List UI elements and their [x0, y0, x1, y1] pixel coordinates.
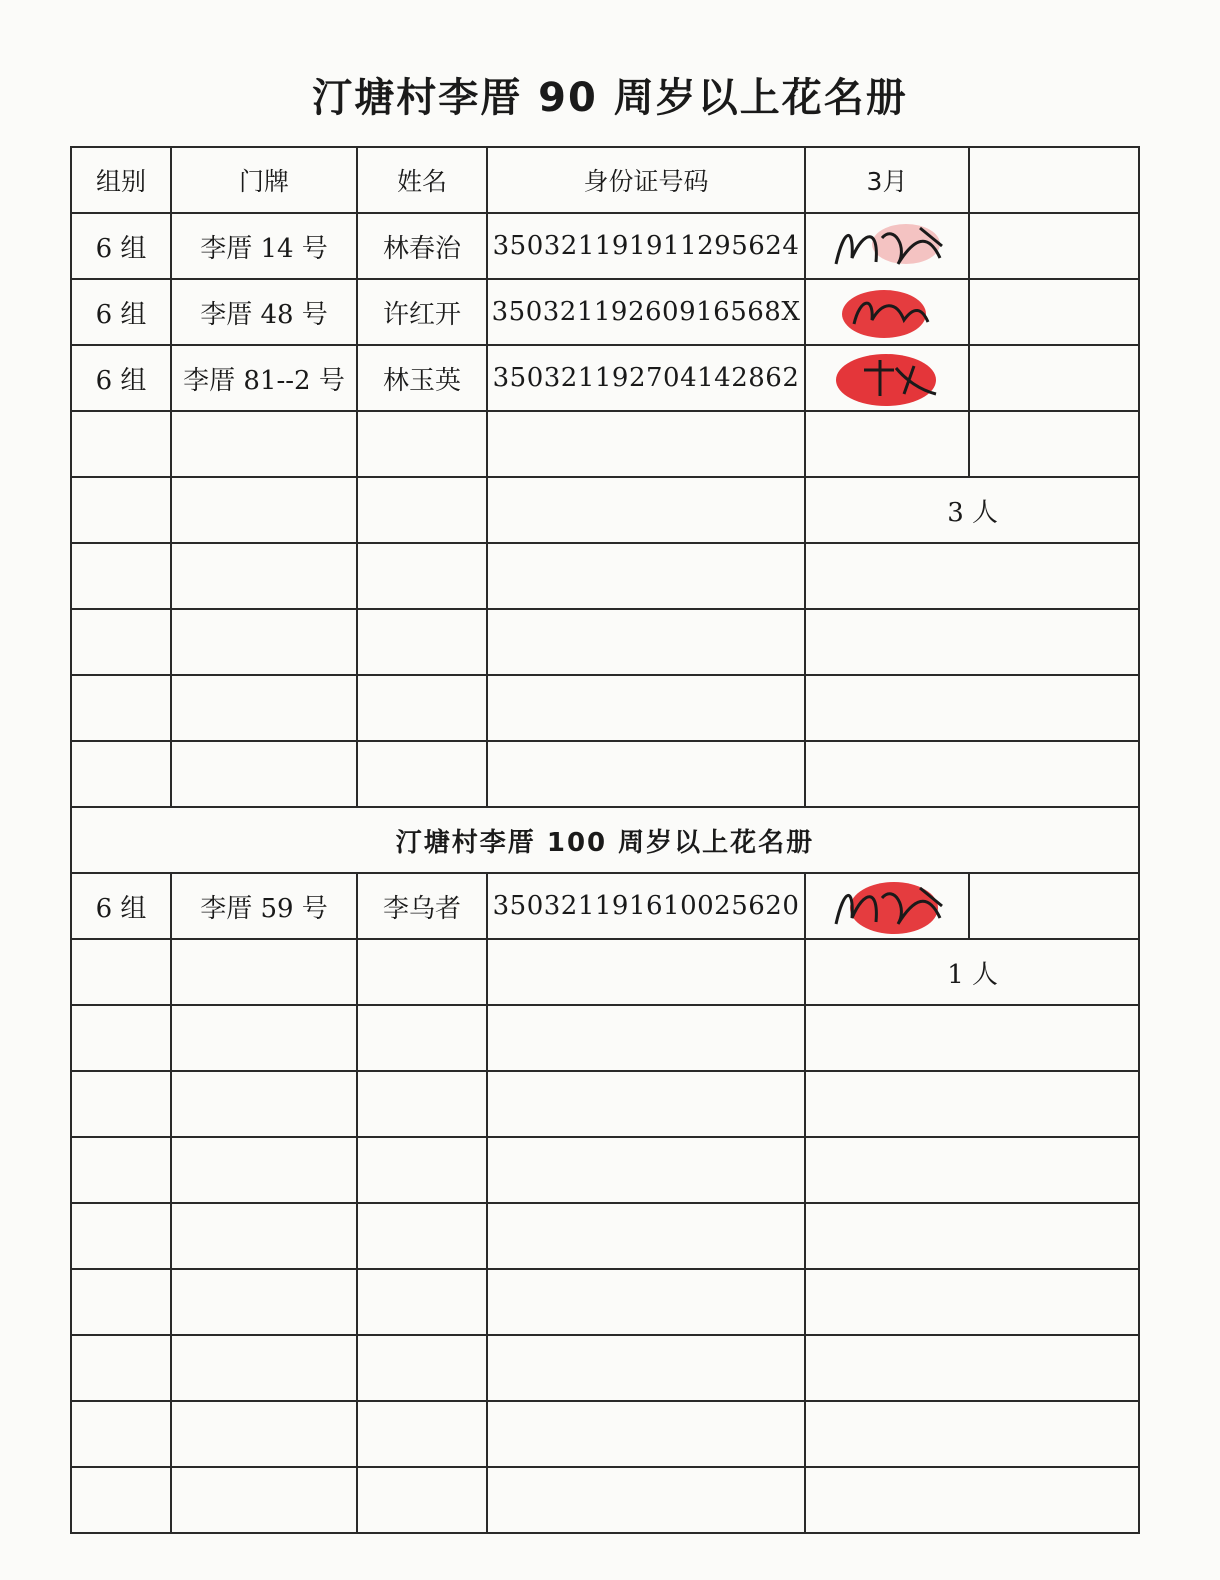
cell-empty: [71, 1137, 171, 1203]
cell-empty: [357, 1467, 487, 1533]
header-address: 门牌: [171, 147, 357, 213]
cell-empty: [357, 1203, 487, 1269]
cell-empty: [805, 411, 969, 477]
cell-empty: [805, 1203, 1139, 1269]
fingerprint-stamp: [824, 878, 954, 934]
table-row: [71, 1005, 1139, 1071]
cell-address: 李厝 81--2 号: [171, 345, 357, 411]
cell-signature: [805, 213, 969, 279]
cell-empty: [805, 1137, 1139, 1203]
cell-empty: [171, 411, 357, 477]
cell-empty: [487, 411, 805, 477]
cell-empty: [487, 741, 805, 807]
cell-empty: [171, 741, 357, 807]
table-row: [71, 1401, 1139, 1467]
cell-empty: [805, 1071, 1139, 1137]
table-row: [71, 1203, 1139, 1269]
section-title: 汀塘村李厝 100 周岁以上花名册: [71, 807, 1139, 873]
cell-name: 林春治: [357, 213, 487, 279]
table-row: [71, 675, 1139, 741]
cell-empty: [487, 675, 805, 741]
cell-group: 6 组: [71, 345, 171, 411]
cell-empty: [71, 543, 171, 609]
cell-empty: [805, 1401, 1139, 1467]
section-title-row: [71, 807, 1139, 873]
header-group: 组别: [71, 147, 171, 213]
cell-empty: [171, 1071, 357, 1137]
cell-empty: [71, 1203, 171, 1269]
cell-empty: [487, 1335, 805, 1401]
cell-empty: [171, 1467, 357, 1533]
cell-empty: [805, 675, 1139, 741]
cell-name: 许红开: [357, 279, 487, 345]
cell-empty: [171, 675, 357, 741]
cell-id-number: 350321191610025620: [487, 873, 805, 939]
cell-empty: [71, 675, 171, 741]
cell-empty: [487, 609, 805, 675]
total-count-90: 3 人: [805, 477, 1139, 543]
cell-group: 6 组: [71, 279, 171, 345]
cell-extra: [969, 279, 1139, 345]
table-row: [71, 1071, 1139, 1137]
cell-group: 6 组: [71, 213, 171, 279]
cell-empty: [71, 741, 171, 807]
cell-empty: [357, 675, 487, 741]
roster-table: [70, 146, 1140, 1534]
cell-empty: [487, 939, 805, 1005]
header-name: 姓名: [357, 147, 487, 213]
cell-empty: [357, 543, 487, 609]
cell-signature: [805, 279, 969, 345]
cell-empty: [487, 1071, 805, 1137]
cell-empty: [969, 411, 1139, 477]
total-count-100: 1 人: [805, 939, 1139, 1005]
cell-empty: [171, 477, 357, 543]
cell-empty: [487, 1467, 805, 1533]
cell-extra: [969, 873, 1139, 939]
table-row: [71, 873, 1139, 939]
cell-empty: [805, 1467, 1139, 1533]
cell-empty: [71, 1005, 171, 1071]
cell-empty: [357, 741, 487, 807]
table-row: [71, 213, 1139, 279]
cell-id-number: 350321191911295624: [487, 213, 805, 279]
cell-empty: [171, 609, 357, 675]
table-row: [71, 939, 1139, 1005]
cell-address: 李厝 14 号: [171, 213, 357, 279]
table-row: [71, 477, 1139, 543]
header-extra: [969, 147, 1139, 213]
cell-extra: [969, 345, 1139, 411]
cell-empty: [357, 1335, 487, 1401]
cell-empty: [805, 543, 1139, 609]
table-row: [71, 411, 1139, 477]
cell-empty: [805, 1269, 1139, 1335]
cell-empty: [171, 1203, 357, 1269]
cell-empty: [171, 1335, 357, 1401]
cell-empty: [487, 1203, 805, 1269]
cell-empty: [487, 1005, 805, 1071]
cell-id-number: 350321192704142862: [487, 345, 805, 411]
cell-empty: [487, 1137, 805, 1203]
cell-empty: [487, 543, 805, 609]
cell-empty: [71, 1467, 171, 1533]
cell-empty: [487, 1269, 805, 1335]
page-title: 汀塘村李厝 90 周岁以上花名册: [312, 75, 908, 121]
cell-empty: [357, 1005, 487, 1071]
cell-empty: [805, 1005, 1139, 1071]
table-row: [71, 543, 1139, 609]
cell-empty: [171, 1005, 357, 1071]
fingerprint-stamp: [824, 350, 954, 406]
header-month: 3月: [805, 147, 969, 213]
cell-signature: [805, 345, 969, 411]
cell-group: 6 组: [71, 873, 171, 939]
cell-empty: [171, 543, 357, 609]
cell-signature: [805, 873, 969, 939]
table-row: [71, 1335, 1139, 1401]
cell-empty: [357, 1071, 487, 1137]
cell-empty: [71, 411, 171, 477]
cell-extra: [969, 213, 1139, 279]
cell-empty: [357, 477, 487, 543]
cell-empty: [71, 1071, 171, 1137]
cell-empty: [357, 1137, 487, 1203]
cell-empty: [71, 1335, 171, 1401]
cell-empty: [357, 939, 487, 1005]
cell-empty: [357, 1401, 487, 1467]
cell-address: 李厝 48 号: [171, 279, 357, 345]
table-row: [71, 609, 1139, 675]
table-row: [71, 1137, 1139, 1203]
table-row: [71, 345, 1139, 411]
header-id-number: 身份证号码: [487, 147, 805, 213]
cell-empty: [71, 609, 171, 675]
cell-empty: [487, 477, 805, 543]
cell-empty: [805, 741, 1139, 807]
cell-name: 林玉英: [357, 345, 487, 411]
cell-empty: [171, 1137, 357, 1203]
cell-empty: [71, 1269, 171, 1335]
handwritten-signature: [824, 218, 954, 274]
cell-empty: [357, 609, 487, 675]
cell-empty: [71, 939, 171, 1005]
table-row: [71, 279, 1139, 345]
table-row: [71, 1467, 1139, 1533]
cell-empty: [171, 1401, 357, 1467]
cell-id-number: 35032119260916568X: [487, 279, 805, 345]
table-header-row: [71, 147, 1139, 213]
cell-empty: [357, 1269, 487, 1335]
cell-empty: [171, 939, 357, 1005]
cell-empty: [171, 1269, 357, 1335]
cell-address: 李厝 59 号: [171, 873, 357, 939]
cell-empty: [357, 411, 487, 477]
cell-empty: [805, 1335, 1139, 1401]
cell-empty: [71, 1401, 171, 1467]
fingerprint-stamp: [824, 284, 954, 340]
cell-name: 李乌者: [357, 873, 487, 939]
cell-empty: [805, 609, 1139, 675]
table-row: [71, 741, 1139, 807]
cell-empty: [71, 477, 171, 543]
cell-empty: [487, 1401, 805, 1467]
table-row: [71, 1269, 1139, 1335]
